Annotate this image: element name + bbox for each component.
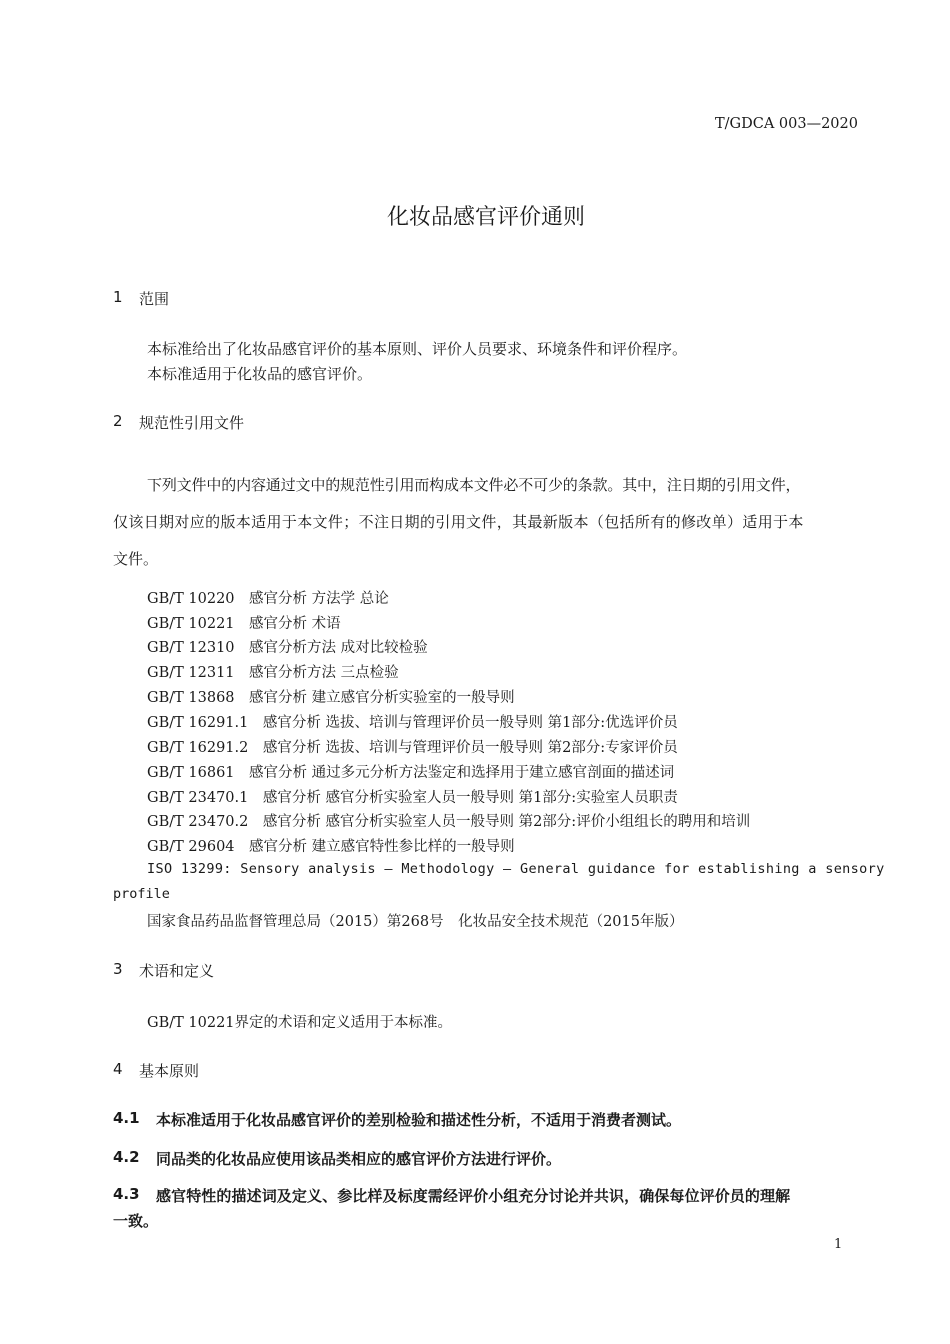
regulation-reference: 国家食品药品监督管理总局（2015）第268号 化妆品安全技术规范（2015年版） (147, 914, 684, 930)
page-title: 化妆品感官评价通则 (386, 205, 585, 230)
section-2-number: 2 (113, 412, 123, 430)
normative-reference: GB/T 29604 感官分析 建立感官特性参比样的一般导则 (147, 839, 515, 855)
clause-4-3-text-line-1: 感官特性的描述词及定义、参比样及标度需经评价小组充分讨论并共识，确保每位评价员的理解 (156, 1187, 791, 1205)
iso-reference-line-2: profile (113, 886, 170, 902)
normative-reference: GB/T 10220 感官分析 方法学 总论 (147, 591, 389, 607)
section-3-number: 3 (113, 960, 123, 978)
normative-reference: GB/T 16291.2 感官分析 选拔、培训与管理评价员一般导则 第2部分:专家评价员 (147, 740, 678, 756)
normative-reference: GB/T 12311 感官分析方法 三点检验 (147, 665, 399, 681)
normative-reference: GB/T 12310 感官分析方法 成对比较检验 (147, 640, 428, 656)
clause-4-3-text-line-2: 一致。 (113, 1212, 159, 1230)
normative-reference: GB/T 13868 感官分析 建立感官分析实验室的一般导则 (147, 690, 515, 706)
section-2-heading: 规范性引用文件 (139, 414, 245, 432)
section-4-heading: 基本原则 (139, 1062, 200, 1080)
section-2-para-line-3: 文件。 (113, 550, 159, 568)
normative-reference: GB/T 10221 感官分析 术语 (147, 616, 341, 632)
normative-reference: GB/T 23470.2 感官分析 感官分析实验室人员一般导则 第2部分:评价小组组长的聘用和培训 (147, 814, 751, 830)
section-3-paragraph: GB/T 10221界定的术语和定义适用于本标准。 (147, 1015, 453, 1031)
section-1-paragraph-1: 本标准给出了化妆品感官评价的基本原则、评价人员要求、环境条件和评价程序。 (147, 340, 688, 358)
normative-reference: GB/T 23470.1 感官分析 感官分析实验室人员一般导则 第1部分:实验室人员职责 (147, 790, 678, 806)
page-number: 1 (834, 1237, 843, 1252)
iso-reference-line-1: ISO 13299: Sensory analysis – Methodology – General guidance for establishing a sensory (147, 861, 885, 877)
clause-4-3-number: 4.3 (113, 1185, 140, 1203)
normative-reference: GB/T 16861 感官分析 通过多元分析方法鉴定和选择用于建立感官剖面的描述词 (147, 765, 675, 781)
section-3-heading: 术语和定义 (139, 962, 215, 980)
section-1-paragraph-2: 本标准适用于化妆品的感官评价。 (147, 365, 373, 383)
section-2-para-line-1: 下列文件中的内容通过文中的规范性引用而构成本文件必不可少的条款。其中，注日期的引用文件， (147, 476, 801, 494)
section-2-para-line-2: 仅该日期对应的版本适用于本文件；不注日期的引用文件，其最新版本（包括所有的修改单）适用于本 (113, 513, 804, 531)
clause-4-1-text: 本标准适用于化妆品感官评价的差别检验和描述性分析，不适用于消费者测试。 (156, 1111, 682, 1129)
clause-4-2-text: 同品类的化妆品应使用该品类相应的感官评价方法进行评价。 (156, 1150, 562, 1168)
normative-reference: GB/T 16291.1 感官分析 选拔、培训与管理评价员一般导则 第1部分:优选评价员 (147, 715, 678, 731)
section-4-number: 4 (113, 1060, 123, 1078)
clause-4-2-number: 4.2 (113, 1148, 140, 1166)
section-1-number: 1 (113, 288, 123, 306)
section-1-heading: 范围 (139, 290, 170, 308)
document-code: T/GDCA 003—2020 (714, 116, 858, 132)
clause-4-1-number: 4.1 (113, 1109, 140, 1127)
